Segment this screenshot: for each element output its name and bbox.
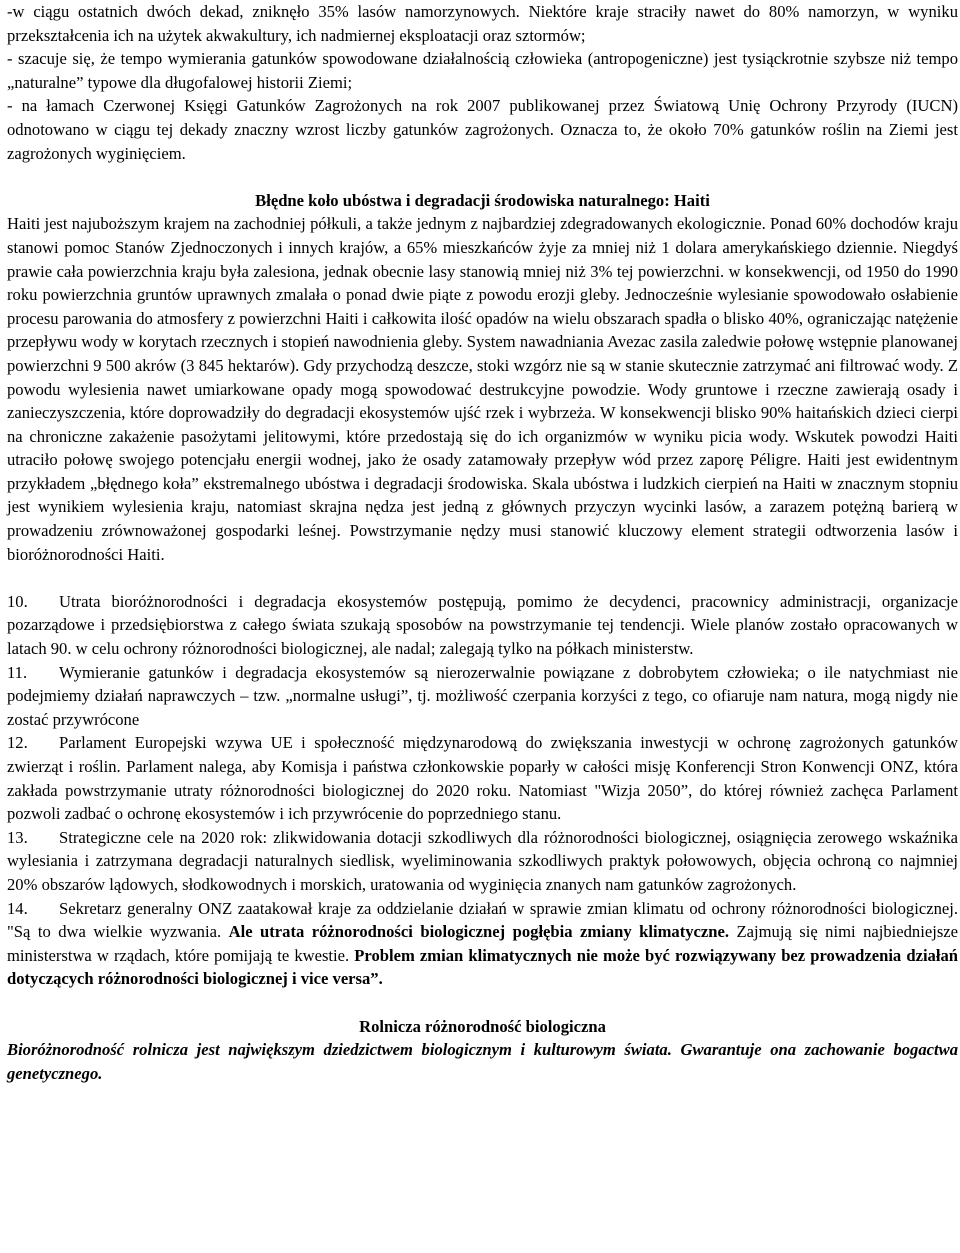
list-item-13 <box>7 826 958 897</box>
list-text: Utrata bioróżnorodności i degradacja ekosystemów postępują, pomimo że decydenci, pracownicy administracji, organizacje pozarządowe i przedsiębiorstwa z całego świata szukają sposobów na powstrzymanie tej tendencji. Wiele planów zostało opracowanych w latach 90. w celu ochrony różnorodności biologicznej, ale nadal; zalegają tylko na półkach ministerstw. <box>7 591 958 659</box>
agri-body: Bioróżnorodność rolnicza jest największym dziedzictwem biologicznym i kulturowym świata. Gwarantuje ona zachowanie bogactwa genetycznego. <box>7 1040 958 1083</box>
haiti-body: Haiti jest najuboższym krajem na zachodniej półkuli, a także jednym z najbardziej zdegradowanych ekologicznie. Ponad 60% dochodów kraju stanowi pomoc Stanów Zjednoczonych i innych krajów, a 65% mieszkańców żyje za mniej niż 1 dolara amerykańskiego dziennie. Niegdyś prawie cała powierzchnia kraju była zalesiona, jednak obecnie lasy stanowią mniej niż 3% tej powierzchni. w konsekwencji, od 1950 do 1990 roku powierzchnia gruntów uprawnych zmalała o ponad dwie piąte z powodu erozji gleby. Jednocześnie wylesianie spowodowało osłabienie procesu parowania do atmosfery z powierzchni Haiti i całkowita ilość opadów na wielu obszarach spadła o blisko 40%, ograniczając natężenie przepływu wody w korytach rzecznych i stopień nawodnienia gleby. System nawadniania Avezac zasila zaledwie połowę wstępnie planowanej powierzchni 9 500 akrów (3 845 hektarów). Gdy przychodzą deszcze, stoki wzgórz nie są w stanie skutecznie zatrzymać ani filtrować wody. Z powodu wylesienia nawet umiarkowane opady mogą spowodować destrukcyjne powodzie. Wody gruntowe i rzeczne zawierają osady i zanieczyszczenia, które doprowadziły do degradacji ekosystemów ujść rzek i wybrzeża. W konsekwencji blisko 90% haitańskich dzieci cierpi na chroniczne zakażenie pasożytami jelitowymi, które przedostają się do ich organizmów w wyniku picia wody. Wskutek powodzi Haiti utraciło połowę swojego potencjału energii wodnej, jako że osady zatamowały przepływ wód przez zaporę Péligre. Haiti jest ewidentnym przykładem „błędnego koła” ekstremalnego ubóstwa i degradacji środowiska. Skala ubóstwa i ludzkich cierpień na Haiti w znacznym stopniu jest wynikiem wylesienia kraju, natomiast skrajna nędza jest jedną z głównych przyczyn wycinki lasów, a zarazem potężną barierą w prowadzeniu zrównoważonej gospodarki leśnej. Powstrzymanie nędzy musi stanowić kluczowy element strategii odtworzenia lasów i bioróżnorodności Haiti. <box>7 214 958 564</box>
list-text: Sekretarz generalny ONZ zaatakował kraje za oddzielanie działań w sprawie zmian klimatu od ochrony różnorodności biologicznej. "Są to dwa wielkie wyzwania. <box>7 898 958 942</box>
list-text: Parlament Europejski wzywa UE i społeczność międzynarodową do zwiększania inwestycji w ochronę zagrożonych gatunków zwierząt i roślin. Parlament nalega, aby Komisja i państwa członkowskie poparły w całości misję Konferencji Stron Konwencji ONZ, która zakłada powstrzymanie utraty różnorodności biologicznej do 2020 roku. Natomiast "Wizja 2050”, do której również zachęca Parlament pozwoli zadbać o ochronę ekosystemów i ich przywrócenie do poprzedniego stanu. <box>7 733 958 824</box>
list-number: 10. <box>7 591 28 611</box>
list-number: 14. <box>7 898 28 918</box>
list-item-12 <box>7 731 958 825</box>
list-text: Strategiczne cele na 2020 rok: zlikwidowania dotacji szkodliwych dla różnorodności biologicznej, osiągnięcia zerowego wskaźnika wylesiania i zatrzymana degradacji naturalnych siedlisk, wyeliminowania szkodliwych praktyk połowowych, objęcia ochroną co najmniej 20% obszarów lądowych, słodkowodnych i morskich, uratowania od wyginięcia znanych nam gatunków zagrożonych. <box>7 827 958 894</box>
list-item-14 <box>7 897 958 991</box>
list-text: Zajmują się nimi najbiedniejsze ministerstwa w rządach, które pomijają te kwestie. <box>7 922 959 965</box>
list-text-bold: Ale utrata różnorodności biologicznej pogłębia zmiany klimatyczne. <box>228 922 730 942</box>
list-item-10 <box>7 590 958 661</box>
intro-paragraph-red-list: - na łamach Czerwonej Księgi Gatunków Zagrożonych na rok 2007 publikowanej przez Światową Unię Ochrony Przyrody (IUCN) odnotowano w ciągu tej dekady znaczny wzrost liczby gatunków zagrożonych. Oznacza to, że około 70% gatunków roślin na Ziemi jest zagrożonych wyginięciem. <box>7 96 958 163</box>
list-number: 11. <box>7 662 28 682</box>
list-text: Wymieranie gatunków i degradacja ekosystemów są nierozerwalnie powiązane z dobrobytem człowieka; o ile natychmiast nie podejmiemy działań naprawczych – tzw. „normalne usługi”, tj. możliwość czerpania korzyści z tego, co ofiaruje nam natura, mogą nigdy nie zostać przywrócone <box>7 662 958 729</box>
intro-paragraph-mangroves: -w ciągu ostatnich dwóch dekad, zniknęło 35% lasów namorzynowych. Niektóre kraje straciły nawet do 80% namorzyn, w wyniku przekształcenia ich na użytek akwakultury, ich nadmiernej eksploatacji oraz sztormów; <box>7 2 958 45</box>
intro-paragraph-extinction-rate: - szacuje się, że tempo wymierania gatunków spowodowane działalnością człowieka (antropogeniczne) jest tysiąckrotnie szybsze niż tempo „naturalne” typowe dla długofalowej historii Ziemi; <box>7 49 958 92</box>
document-page <box>7 0 958 1085</box>
haiti-heading: Błędne koło ubóstwa i degradacji środowiska naturalnego: Haiti <box>255 190 710 210</box>
list-text-bold: Problem zmian klimatycznych nie może być rozwiązywany bez prowadzenia działań dotyczących różnorodności biologicznej i vice versa”. <box>7 945 958 989</box>
list-number: 12. <box>7 733 28 753</box>
agri-heading: Rolnicza różnorodność biologiczna <box>359 1016 606 1036</box>
list-number: 13. <box>7 827 28 847</box>
numbered-list <box>7 590 958 991</box>
list-item-11 <box>7 661 958 732</box>
